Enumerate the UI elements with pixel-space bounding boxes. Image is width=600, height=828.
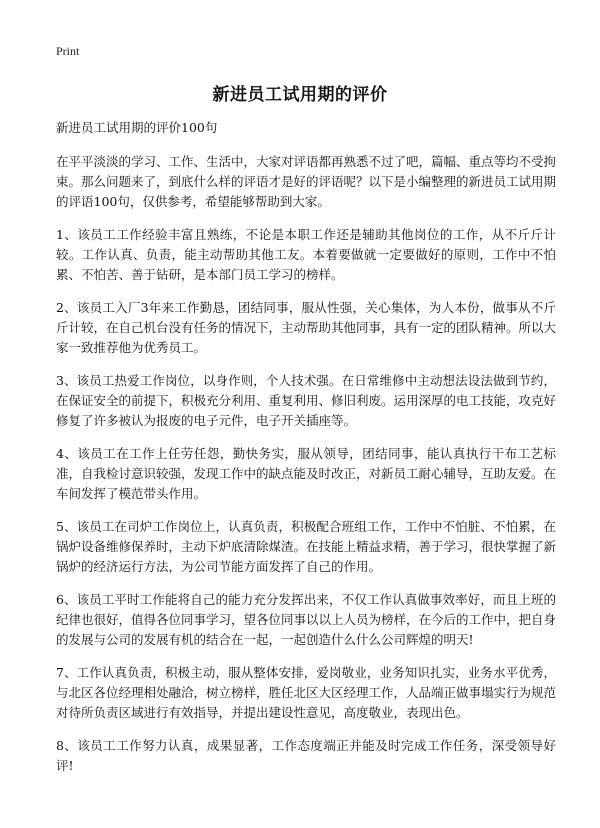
evaluation-item-8: 8、该员工工作努力认真，成果显著，工作态度端正并能及时完成工作任务，深受领导好评!	[56, 738, 556, 773]
page-title: 新进员工试用期的评价	[212, 85, 388, 105]
intro-paragraph: 在平平淡淡的学习、工作、生活中，大家对评语都再熟悉不过了吧，篇幅、重点等均不受拘束。那么问题来了，到底什么样的评语才是好的评语呢？以下是小编整理的新进员工试用期的评语100句，仅供参考，希望能够帮助到大家。	[56, 154, 557, 209]
document-subtitle: 新进员工试用期的评价100句	[56, 120, 218, 135]
evaluation-item-7: 7、工作认真负责，积极主动，服从整体安排，爱岗敬业，业务知识扎实，业务水平优秀，与北区各位经理相处融洽，树立榜样，胜任北区大区经理工作，人品端正做事塌实行为规范对待所负责区域进行有效指导，并提出建设性意见，高度敬业，表现出色。	[56, 665, 557, 720]
document-body	[56, 118, 556, 789]
evaluation-item-4: 4、该员工在工作上任劳任怨，勤快务实，服从领导，团结同事，能认真执行干布工艺标准，自我检讨意识较强，发现工作中的缺点能及时改正，对新员工耐心辅导，互助友爱。在车间发挥了模范带头作用。	[56, 446, 557, 501]
print-link[interactable]: Print	[56, 44, 80, 58]
evaluation-item-1: 1、该员工工作经验丰富且熟练，不论是本职工作还是辅助其他岗位的工作，从不斤斤计较。工作认真、负责，能主动帮助其他工友。本着要做就一定要做好的原则，工作中不怕累、不怕苦、善于钻研，是本部门员工学习的榜样。	[56, 227, 556, 282]
evaluation-item-3: 3、该员工热爱工作岗位，以身作则，个人技术强。在日常维修中主动想法设法做到节约，在保证安全的前提下，积极充分利用、重复利用、修旧利废。运用深厚的电工技能，攻克好修复了许多被认为报废的电子元件，电子开关插座等。	[56, 373, 557, 428]
evaluation-item-5: 5、该员工在司炉工作岗位上，认真负责，积极配合班组工作，工作中不怕脏、不怕累，在锅炉设备维修保养时，主动下炉底清除煤渣。在技能上精益求精，善于学习，很快掌握了新锅炉的经济运行方法，为公司节能方面发挥了自己的作用。	[56, 519, 557, 574]
evaluation-item-6: 6、该员工平时工作能将自己的能力充分发挥出来，不仅工作认真做事效率好，而且上班的纪律也很好，值得各位同事学习，望各位同事以以上人员为榜样，在今后的工作中，把自身的发展与公司的发展有机的结合在一起，一起创造什么什么公司辉煌的明天!	[56, 592, 557, 647]
evaluation-item-2: 2、该员工入厂3年来工作勤恳，团结同事，服从性强，关心集体，为人本份，做事从不斤斤计较，在自己机台没有任务的情况下，主动帮助其他同事，具有一定的团队精神。所以大家一致推荐他为优秀员工。	[56, 300, 557, 355]
